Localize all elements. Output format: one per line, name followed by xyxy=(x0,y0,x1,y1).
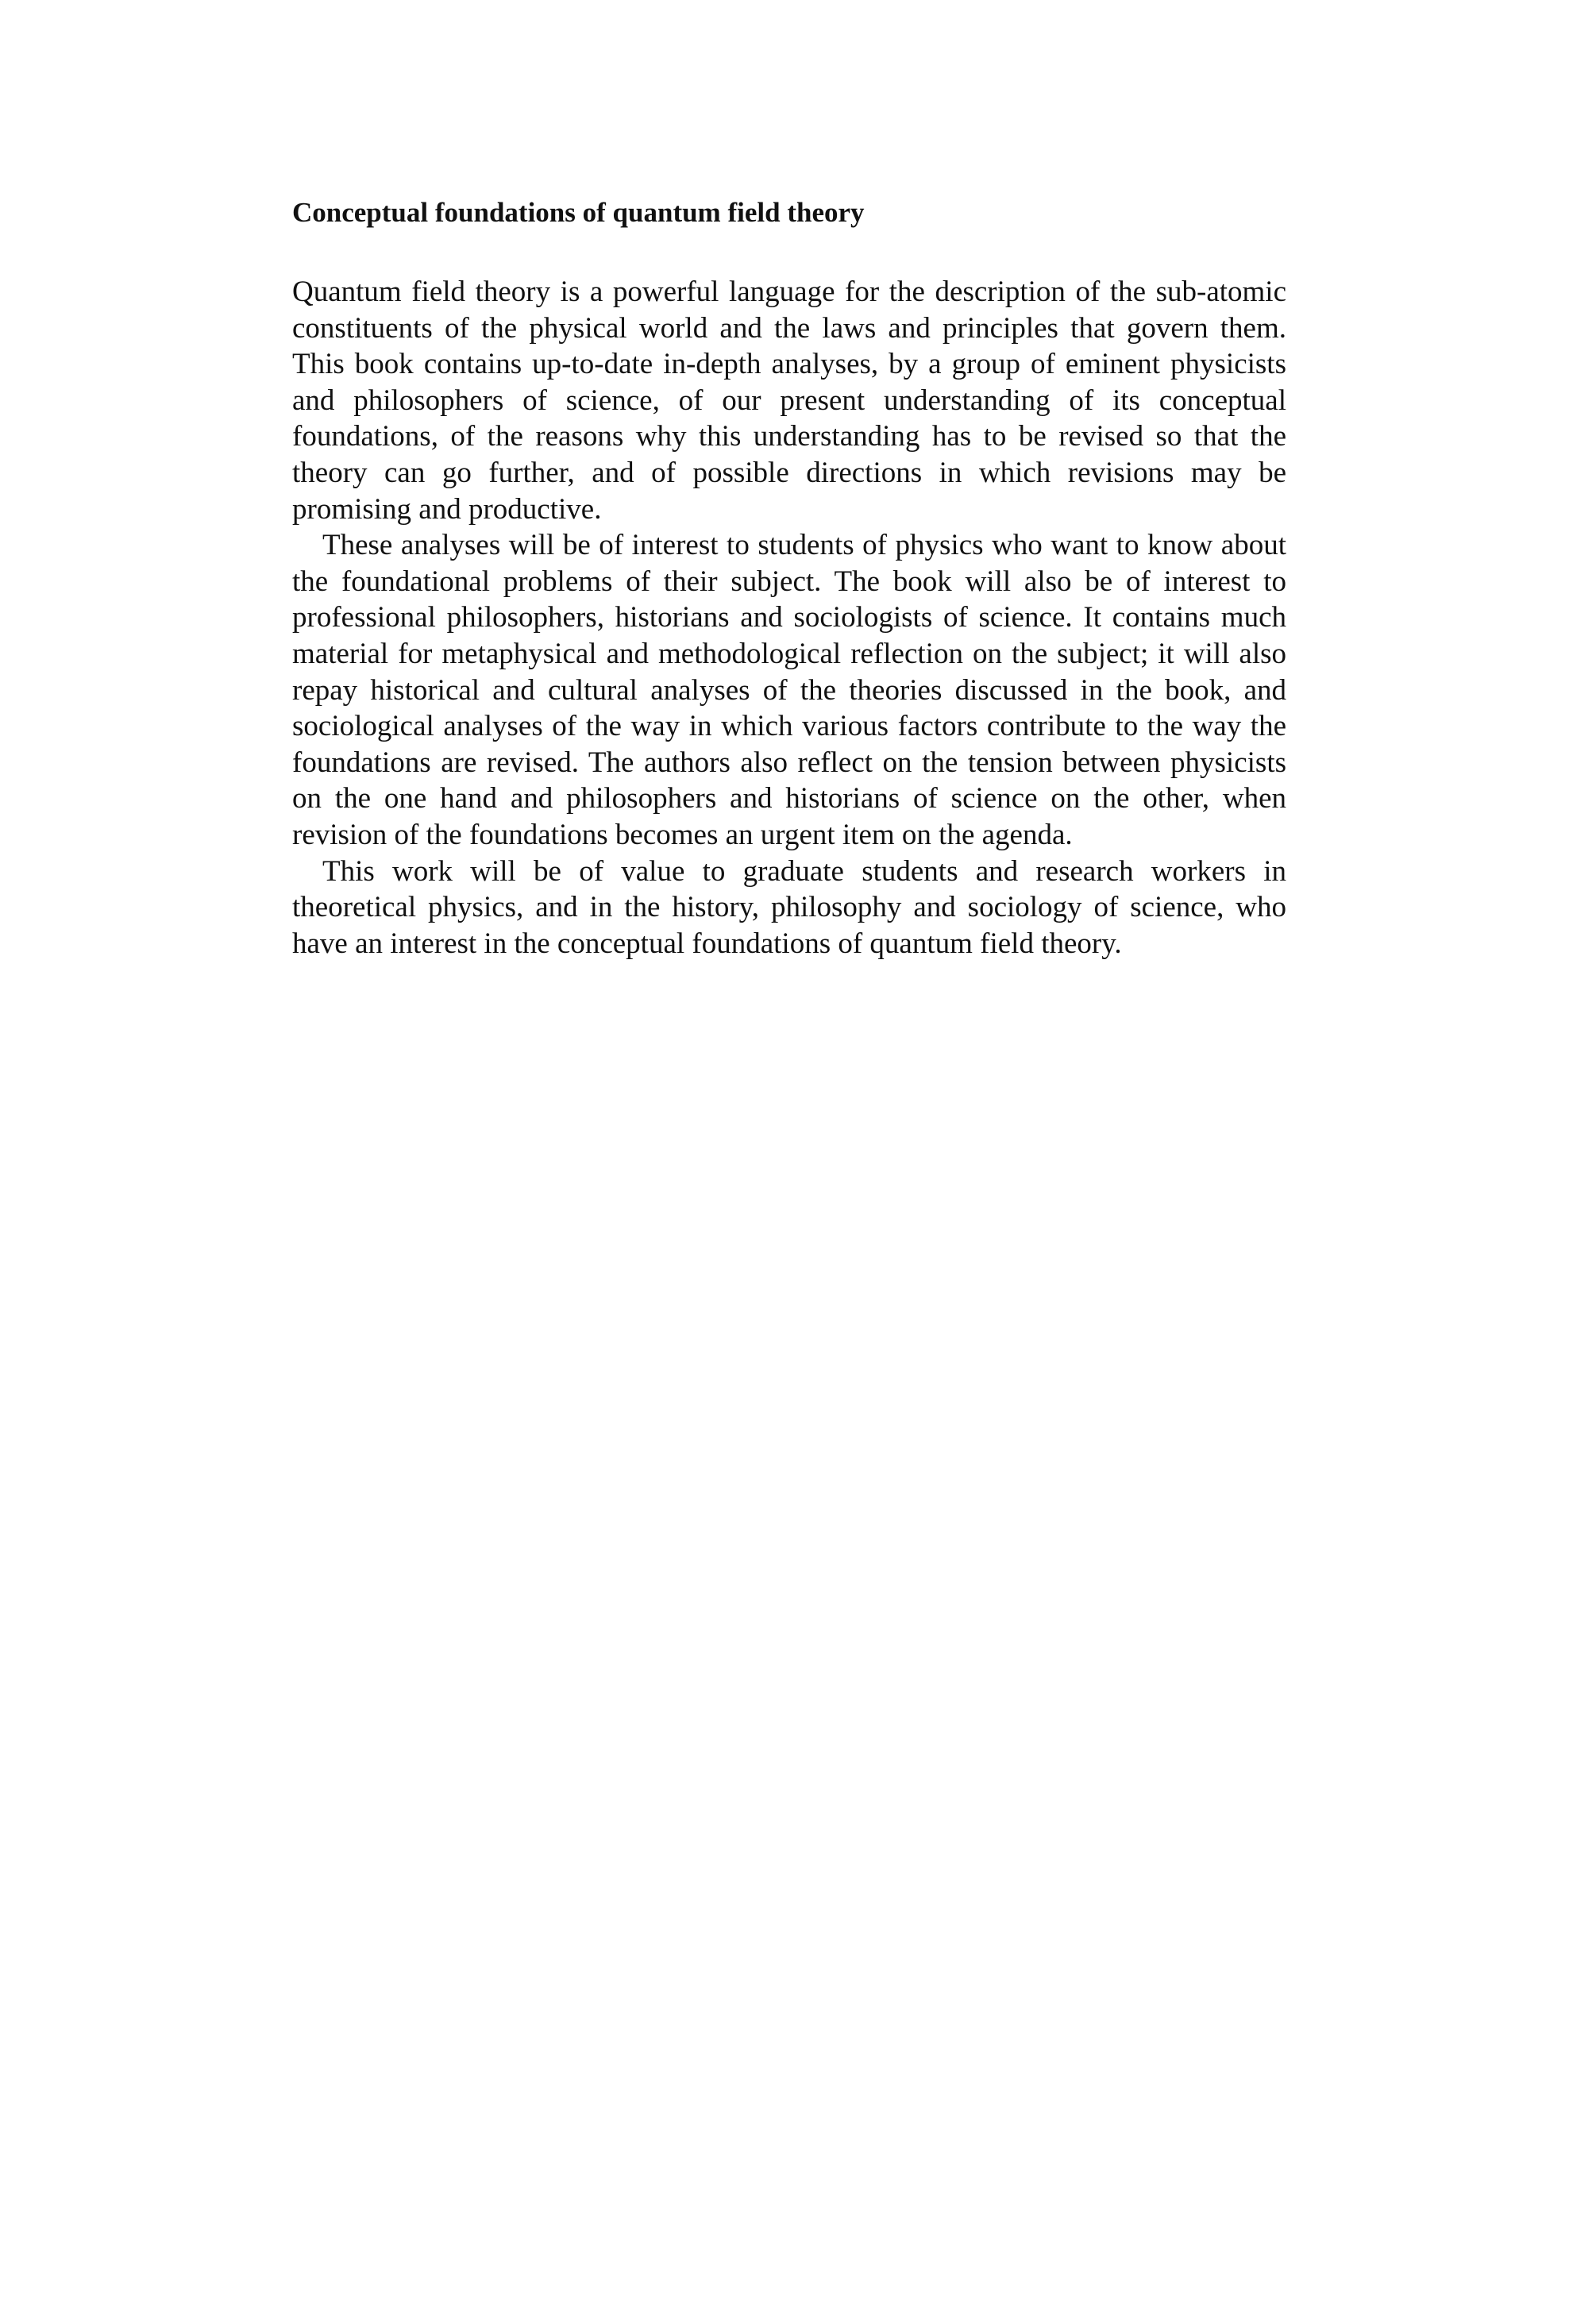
paragraph-3: This work will be of value to graduate students and research workers in theoretical physics, and in the history, philosophy and sociology of science, who have an interest in the conceptual foundations of quantum field theory. xyxy=(292,854,1286,960)
paragraph-2: These analyses will be of interest to students of physics who want to know about the foundational problems of their subject. The book will also be of interest to professional philosophers, historians and sociologists of science. It contains much material for metaphysical and methodological reflection on the subject; it will also repay historical and cultural analyses of the theories discussed in the book, and sociological analyses of the way in which various factors contribute to the way the foundations are revised. The authors also reflect on the tension between physicists on the one hand and philosophers and historians of science on the other, when revision of the foundations becomes an urgent item on the agenda. xyxy=(292,529,1286,851)
document-title: Conceptual foundations of quantum field theory xyxy=(292,197,865,228)
paragraph-1: Quantum field theory is a powerful language for the description of the sub-atomic constituents of the physical world and the laws and principles that govern them. This book contains up-to-date in-depth analyses, by a group of eminent physicists and philosophers of science, of our present understanding of its conceptual foundations, of the reasons why this understanding has to be revised so that the theory can go further, and of possible directions in which revisions may be promising and productive. xyxy=(292,276,1286,526)
text-block xyxy=(292,195,1286,962)
